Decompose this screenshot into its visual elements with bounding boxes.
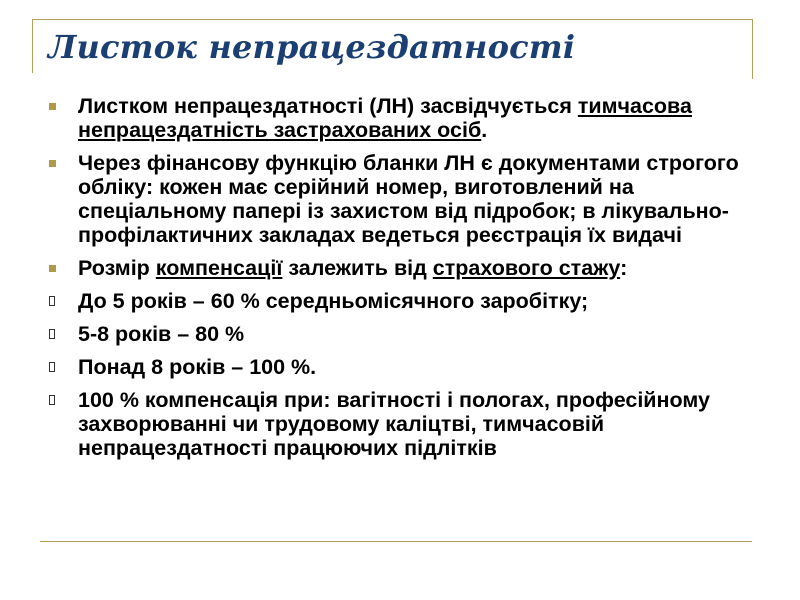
text-run: .: [481, 118, 488, 142]
text-run: Розмір: [78, 256, 156, 280]
bullet-list: [48, 94, 763, 469]
list-item-text: [78, 289, 763, 313]
box-bullet-icon: [48, 355, 78, 379]
underlined-term: тимчасова непрацездатність застрахованих осіб: [78, 94, 692, 142]
frame-right-rule: [752, 19, 753, 79]
slide-title: Листок непрацездатності: [48, 28, 576, 66]
text-run: залежить від: [282, 256, 433, 280]
list-item: [48, 355, 763, 379]
frame-top-rule: [32, 19, 752, 20]
list-item: [48, 289, 763, 313]
list-item-text: [78, 388, 763, 460]
text-run: Листком непрацездатності (ЛН) засвідчується: [78, 94, 578, 118]
text-run: Понад 8 років – 100 %.: [78, 355, 317, 379]
box-bullet-icon: [48, 388, 78, 412]
square-bullet-icon: [48, 256, 78, 280]
frame-left-rule: [32, 19, 33, 73]
box-bullet-icon: [48, 289, 78, 313]
text-run: Через фінансову функцію бланки ЛН є документами строгого обліку: кожен має серійний номер, виготовлений на спеціальному папері із захистом від підробок; в лікувально-профілактичних закладах ведеться реєстрація їх видачі: [78, 151, 739, 247]
text-run: 100 % компенсація при: вагітності і пологах, професійному захворюванні чи трудовому каліцтві, тимчасовій непрацездатності працюючих підлітків: [78, 388, 710, 460]
underlined-term: страхового стажу: [432, 256, 621, 280]
box-bullet-icon: [48, 322, 78, 346]
text-run: 5-8 років – 80 %: [78, 322, 245, 346]
list-item: [48, 256, 763, 280]
list-item: [48, 388, 763, 460]
list-item-text: [78, 322, 763, 346]
list-item-text: [78, 355, 763, 379]
list-item: [48, 94, 763, 142]
text-run: До 5 років – 60 % середньомісячного заробітку;: [78, 289, 589, 313]
list-item: [48, 322, 763, 346]
square-bullet-icon: [48, 151, 78, 175]
list-item-text: [78, 151, 763, 247]
frame-bottom-rule: [40, 541, 752, 542]
underlined-term: компенсації: [155, 256, 283, 280]
list-item-text: [78, 256, 763, 280]
list-item-text: [78, 94, 763, 142]
text-run: :: [620, 256, 628, 280]
list-item: [48, 151, 763, 247]
square-bullet-icon: [48, 94, 78, 118]
